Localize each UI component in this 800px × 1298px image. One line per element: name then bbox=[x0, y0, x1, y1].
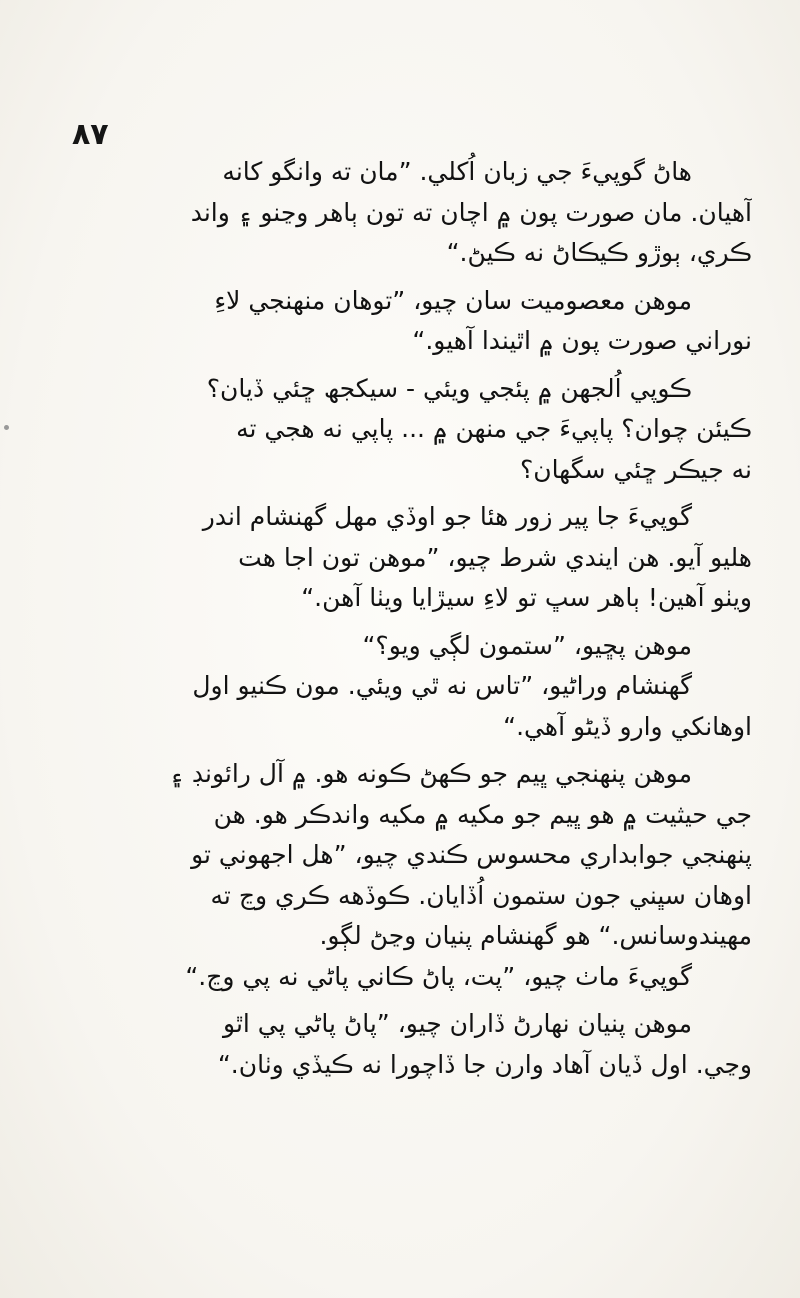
text-line: هاڻ گوپيءَ جي زبان اُکلي. ”مان ته وانگو کانه bbox=[222, 157, 692, 186]
text-line: ڪيئن چوان؟ پاپيءَ جي منهن ۾ ... پاپي نه هجي ته bbox=[236, 414, 752, 443]
text-line: نوراني صورت پون ۾ اٿيندا آهيو.“ bbox=[412, 326, 752, 355]
text-line: ڪوپي اُلجهن ۾ پئجي ويئي - سيکجھ ڇئي ڏيان؟ bbox=[206, 373, 692, 403]
text-line: گوپيءَ ماٺ چيو، ”پت، پاڻ ڪاني پاڻي نه پي وڃ.“ bbox=[185, 961, 692, 991]
text-line: موهن پنيان نهارڻ ڏاران چيو، ”پاڻ پاڻي پي اٿو bbox=[223, 1009, 692, 1038]
scan-speck bbox=[4, 425, 9, 430]
text-line: اوهانکي وارو ڏيڻو آهي.“ bbox=[503, 711, 752, 741]
text-line: گهنشام وراڻيو، ”تاس نه ٿي ويئي. مون ڪنيو اول bbox=[192, 671, 692, 700]
text-line: آهيان. مان صورت پون ۾ اچان ته تون ٻاهر وڃنو ۽ واند bbox=[190, 197, 752, 227]
text-line: گوپيءَ جا پير زور هئا جو اوڏي مهل گهنشام اندر bbox=[202, 502, 692, 531]
text-line: ڪري، ٻوڙو ڪيڪاڻ نه ڪيڻ.“ bbox=[446, 238, 752, 267]
body-text bbox=[62, 152, 752, 1085]
text-line: هليو آيو. هن ايندي شرط چيو، ”موهن تون اجا هت bbox=[238, 542, 752, 572]
text-line: موهن معصوميت سان چيو، ”توهان منهنجي لاءِ bbox=[214, 285, 692, 315]
text-line: وڃي. اول ڏيان آهاد وارن جا ڏاچورا نه ڪيڏي وٺان.“ bbox=[217, 1049, 752, 1079]
text-line: اوهان سڀني جون ستمون اُڏايان. ڪوڏهه ڪري وڃ ته bbox=[210, 880, 752, 910]
text-line: مهيندوسانس.“ هو گهنشام پنيان وڃڻ لڳو. bbox=[319, 921, 752, 950]
page-number: ٨٧ bbox=[72, 117, 109, 152]
text-line: ويٺو آهين! ٻاهر سڀ تو لاءِ سيڙايا ويٺا آهن.“ bbox=[301, 583, 752, 612]
text-line: موهن پڇيو، ”ستمون لڳي ويو؟“ bbox=[362, 630, 692, 660]
text-line: جي حيثيت ۾ هو ڀيم جو مکيه ۾ مکيه واندڪر هو. هن bbox=[213, 799, 752, 829]
text-line: پنهنجي جوابداري محسوس ڪندي چيو، ”هل اجهوني تو bbox=[191, 840, 752, 869]
text-line: موهن پنهنجي ڀيم جو ڪهڻ ڪونه هو. ۾ آل رائونڊ ۽ bbox=[169, 759, 692, 788]
text-line: نه جيڪر ڇئي سگهان؟ bbox=[519, 454, 752, 484]
